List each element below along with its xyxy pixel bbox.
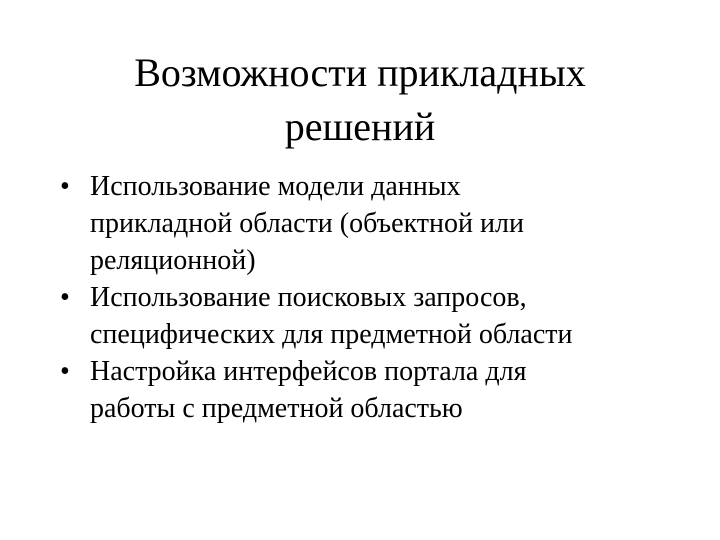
bullet-line: прикладной области (объектной или bbox=[90, 208, 524, 239]
bullet-line: Использование поисковых запросов, bbox=[90, 282, 527, 313]
bullet-line: реляционной) bbox=[90, 245, 256, 276]
bullet-item bbox=[54, 279, 674, 353]
bullet-list bbox=[54, 168, 674, 427]
bullet-text bbox=[90, 279, 674, 353]
bullet-item bbox=[54, 168, 674, 279]
bullet-item bbox=[54, 353, 674, 427]
bullet-line: Настройка интерфейсов портала для bbox=[90, 356, 527, 387]
bullet-marker: • bbox=[60, 171, 70, 202]
slide-title bbox=[60, 46, 660, 154]
bullet-line: Использование модели данных bbox=[90, 171, 461, 202]
bullet-marker: • bbox=[60, 356, 70, 387]
bullet-text bbox=[90, 353, 674, 427]
bullet-line: работы с предметной областью bbox=[90, 393, 463, 424]
bullet-text bbox=[90, 168, 674, 279]
slide-title-line-1: Возможности прикладных bbox=[134, 50, 586, 95]
slide-title-line-2: решений bbox=[284, 104, 436, 149]
bullet-marker: • bbox=[60, 282, 70, 313]
bullet-line: специфических для предметной области bbox=[90, 319, 573, 350]
